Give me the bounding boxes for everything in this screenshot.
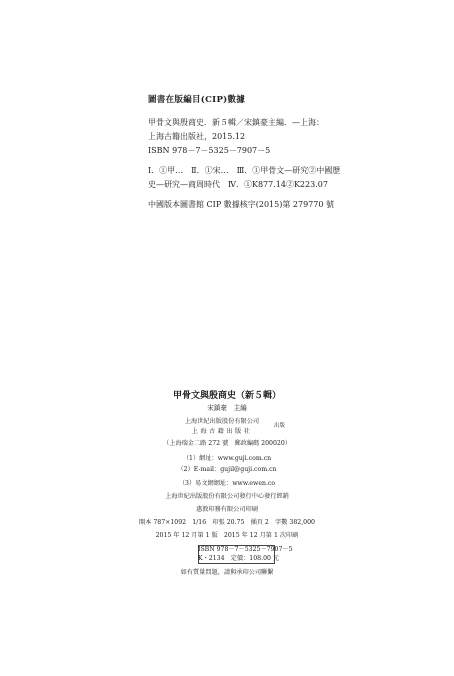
- editor: 宋鎮豪 主編: [207, 404, 247, 412]
- email[interactable]: （2）E-mail：gujil@guji.com.cn: [177, 466, 277, 473]
- cip-line-3: ISBN 978－7－5325－7907－5: [148, 146, 271, 155]
- distributor: 上海世紀出版股份有限公司發行中心發行經銷: [165, 493, 289, 500]
- quality-notice: 如有質量問題，請與承印公司聯繫: [180, 569, 274, 576]
- cip-line-6: 中國版本圖書館 CIP 數據核字(2015)第 279770 號: [148, 200, 334, 209]
- edition-info: 2015 年 12 月第 1 版 2015 年 12 月第 1 次印刷: [155, 532, 299, 539]
- cip-line-5: 史—研究—商周時代 Ⅳ．①K877.14②K223.07: [148, 180, 328, 189]
- format-spec: 開本 787×1092 1/16 印張 20.75 插頁 2 字數 382,000: [139, 519, 315, 526]
- isbn: ISBN 978－7－5325－7907－5: [198, 546, 293, 553]
- book-title: 甲骨文與殷商史（新５輯）: [172, 391, 281, 401]
- cip-line-2: 上海古籍出版社，2015.12: [148, 132, 246, 141]
- printer: 惠敦印務有限公司印刷: [196, 506, 258, 513]
- publisher-line-2: 上海古籍出版社: [191, 428, 253, 435]
- address: （上海瑞金二路 272 號 郵政編碼 200020）: [163, 440, 291, 447]
- cip-line-1: 甲骨文與殷商史．新５輯／宋鎮豪主編．—上海：: [148, 118, 324, 127]
- website-3[interactable]: （3）易文網網址：www.ewen.co: [178, 480, 276, 487]
- publisher-suffix: 出版: [274, 423, 286, 429]
- website-1[interactable]: （1）網址：www.guji.com.cn: [182, 455, 272, 462]
- cip-line-4: Ⅰ．①甲… Ⅱ．①宋… Ⅲ．①甲骨文—研究②中國歷: [148, 166, 341, 175]
- publisher-line-1: 上海世紀出版股份有限公司: [184, 418, 260, 425]
- price: K・2134 定價：108.00 元: [198, 555, 280, 562]
- cip-title: 圖書在版編目(CIP)數據: [148, 95, 246, 105]
